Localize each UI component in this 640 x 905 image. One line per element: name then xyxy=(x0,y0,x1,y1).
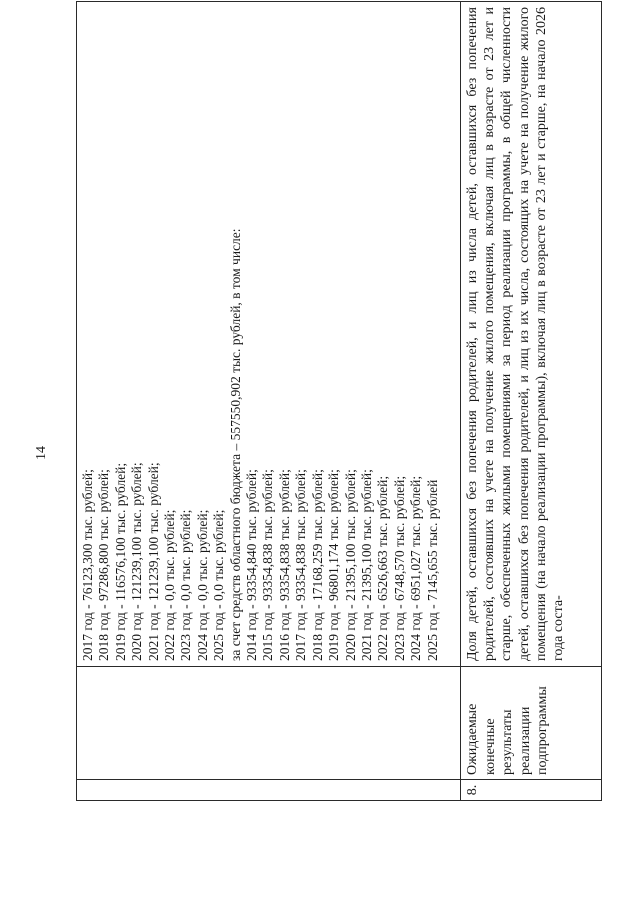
funding-line: 2017 год - 76123,300 тыс. рублей; xyxy=(80,469,95,661)
funding-line: 2023 год - 6748,570 тыс. рублей; xyxy=(391,475,407,661)
results-cell xyxy=(461,2,602,667)
funding-line: 2025 год - 7145,655 тыс. рублей xyxy=(424,479,440,661)
subprogram-passport-table xyxy=(76,1,602,801)
funding-lines xyxy=(77,2,444,666)
funding-line: 2020 год - 121239,100 тыс. рублей; xyxy=(129,462,145,661)
page-number: 14 xyxy=(34,446,49,460)
funding-line: 2021 год - 21395,100 тыс. рублей; xyxy=(358,469,374,661)
funding-line: 2015 год - 93354,838 тыс. рублей; xyxy=(260,469,276,661)
funding-line: 2023 год - 0,0 тыс. рублей; xyxy=(178,509,194,661)
funding-line: 2022 год - 0,0 тыс. рублей; xyxy=(162,509,178,661)
table-row-expected-results xyxy=(461,2,602,801)
funding-line: 2017 год - 93354,838 тыс. рублей; xyxy=(293,469,309,661)
funding-line: 2019 год - 116576,100 тыс. рублей; xyxy=(112,462,128,661)
funding-line: 2014 год - 93354,840 тыс. рублей; xyxy=(244,469,260,661)
row-label: Ожидаемые конечные результаты реализации подпрограммы xyxy=(465,686,550,775)
funding-line: 2021 год - 121239,100 тыс. рублей; xyxy=(145,462,161,661)
funding-line: 2016 год - 93354,838 тыс. рублей; xyxy=(276,469,292,661)
results-text: Доля детей, оставшихся без попечения родителей, и лиц из числа детей, оставшихся без попечения родителей, состоявших на учете на получение жилого помещения, включая лиц в возрасте от 23 лет и старше, обеспеченных жилыми помещениями за период реализации программы, в общей численности детей, оставшихся без попечения родителей, и лиц из их числа, состоящих на учете на получение жилого помещения (на начало реализации программы), включая лиц в возрасте от 23 лет и старше, на начало 2026 года соста- xyxy=(465,7,567,661)
row-number-cell xyxy=(77,780,461,801)
funding-line: 2018 год - 97286,800 тыс. рублей; xyxy=(96,469,112,661)
funding-line: 2025 год - 0,0 тыс. рублей; xyxy=(211,509,227,661)
row-number: 8. xyxy=(465,784,480,796)
funding-line: 2022 год - 6526,663 тыс. рублей; xyxy=(375,475,391,661)
row-number-cell xyxy=(461,780,602,801)
row-label-cell xyxy=(77,667,461,780)
funding-line: 2024 год - 6951,027 тыс. рублей; xyxy=(408,475,424,661)
funding-cell xyxy=(77,2,461,667)
funding-line: 2019 год - 96801,174 тыс. рублей; xyxy=(326,469,342,661)
funding-line: 2020 год - 21395,100 тыс. рублей; xyxy=(342,469,358,661)
row-label-cell xyxy=(461,667,602,780)
table-row-funding xyxy=(77,2,461,801)
funding-source-heading: за счет средств областного бюджета – 557550,902 тыс. рублей, в том числе: xyxy=(227,228,243,661)
funding-line: 2018 год - 17168,259 тыс. рублей; xyxy=(309,469,325,661)
funding-line: 2024 год - 0,0 тыс. рублей; xyxy=(194,509,210,661)
